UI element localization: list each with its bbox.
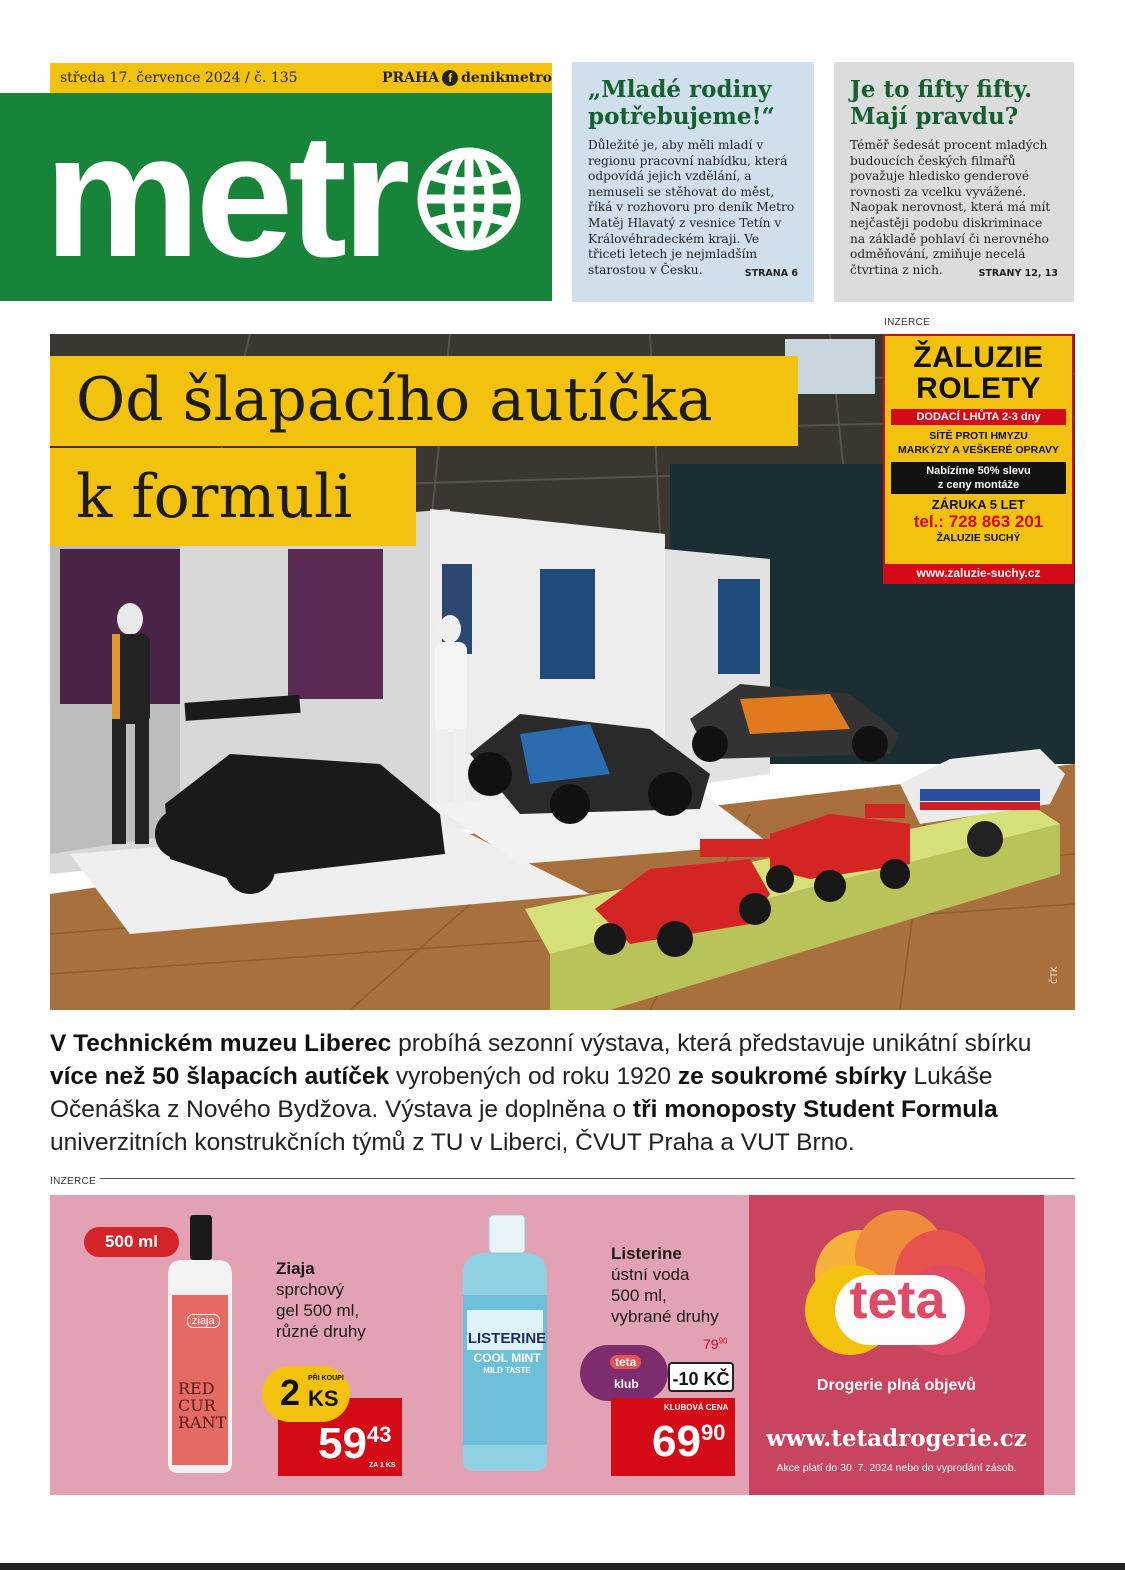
facebook-icon[interactable]: f: [442, 70, 458, 86]
issue-date: středa 17. července 2024 / č. 135: [60, 70, 298, 86]
old-price: $79^{90}$: [703, 1336, 728, 1352]
ad-title-2: ROLETY: [916, 372, 1041, 405]
page-ref: STRANA 6: [744, 267, 798, 279]
metro-logo-text: metr: [44, 98, 406, 294]
ad-services-2: MARKÝZY A VEŠKERÉ OPRAVY: [897, 444, 1060, 456]
ziaja-bottle-label: RED CUR RANT: [178, 1379, 227, 1432]
headline-line-1: Od šlapacího autíčka: [76, 365, 713, 435]
ad-company: ŽALUZIE SUCHÝ: [936, 532, 1021, 544]
teta-web-link[interactable]: www.tetadrogerie.cz: [766, 1425, 1027, 1452]
ad-services-1: SÍTĚ PROTI HMYZU: [929, 430, 1028, 442]
page-ref: STRANY 12, 13: [978, 267, 1058, 279]
city-edition: [382, 70, 552, 86]
headline-line-2: k formuli: [76, 462, 353, 532]
listerine-bottle-sub: MILD TASTE: [483, 1366, 531, 1375]
ad-label-top: INZERCE: [884, 317, 930, 328]
social-handle[interactable]: denikmetro: [461, 70, 552, 86]
discount-badge: -10 KČ: [668, 1362, 734, 1392]
volume-badge: 500 ml: [84, 1227, 179, 1257]
teta-logo-text: teta: [849, 1270, 946, 1330]
ad-title-1: ŽALUZIE: [913, 341, 1044, 374]
teaser-title: Je to fifty fifty. Mají pravdu?: [850, 76, 1033, 130]
ad-warranty: ZÁRUKA 5 LET: [931, 497, 1026, 512]
ad-zaluzie[interactable]: [883, 334, 1074, 584]
product-listerine-text: Listerine ústní voda 500 ml, vybrané druhy: [611, 1244, 719, 1326]
teta-legal-note: Akce platí do 30. 7. 2024 nebo do vyprodání zásob.: [776, 1462, 1017, 1474]
listerine-bottle-flavor: COOL MINT: [473, 1351, 541, 1365]
ad-label-bottom: INZERCE: [50, 1176, 96, 1187]
globe-icon: [415, 145, 523, 253]
page-bottom-border: [0, 1563, 1125, 1570]
club-price-label: KLUBOVÁ CENA: [664, 1403, 729, 1412]
ziaja-bottle-logo: ziaja: [187, 1314, 220, 1328]
ad-phone[interactable]: tel.: 728 863 201: [913, 512, 1044, 531]
teta-slogan: Drogerie plná objevů: [816, 1377, 977, 1394]
listerine-price: 6990: [652, 1417, 726, 1466]
ad-discount: Nabízíme 50% slevu z ceny montáže: [891, 462, 1066, 494]
teaser-text: Téměř šedesát procent mladých budoucích českých filmařů považuje hledisko genderové rovnosti za vcelku vyvážené. Naopak nerovnost, která má mít nejčastěji podobu diskriminace na základě pohlaví či nerovného odměňování, zmiňuje necelá čtvrtina z nich. STRANY 12, 13: [850, 138, 1058, 278]
listerine-bottle-logo: LISTERINE: [467, 1330, 547, 1347]
lead-paragraph: V Technickém muzeu Liberec probíhá sezonní výstava, která představuje unikátní sbírku více než 50 šlapacích autíček vyrobených od roku 1920 ze soukromé sbírky Lukáše Očenáška z Nového Bydžova. Výstava je doplněna o tři monoposty Student Formula univerzitních konstrukčních týmů z TU v Liberci, ČVUT Praha a VUT Brno.: [50, 1030, 1032, 1156]
teaser-text: Důležité je, aby měli mladí v regionu pracovní nabídku, která odpovídá jejich vzdělání, a nemuseli se stěhovat do měst, říká v rozhovoru pro deník Metro Matěj Hlavatý z vesnice Tetín v Královéhradeckém kraji. Ve třiceti letech je nejmladším starostou v Česku. STRANA 6: [588, 138, 798, 278]
teta-klub-badge: teta klub: [580, 1345, 668, 1401]
ziaja-price-note: ZA 1 KS: [369, 1462, 396, 1469]
ziaja-price: 5943: [318, 1419, 392, 1468]
product-ziaja-text: Ziaja sprchový gel 500 ml, různé druhy: [276, 1259, 366, 1341]
ad-delivery: DODACÍ LHŮTA 2-3 dny: [891, 409, 1066, 425]
teaser-young-families[interactable]: [572, 62, 814, 302]
quantity-badge: 2 PŘI KOUPI KS: [262, 1366, 350, 1422]
teaser-fifty-fifty[interactable]: [834, 62, 1074, 302]
divider: [100, 1178, 1075, 1179]
teaser-title: „Mladé rodiny potřebujeme!“: [588, 76, 775, 130]
ad-web-link[interactable]: www.zaluzie-suchy.cz: [885, 564, 1072, 582]
photo-credit: ČTK: [1050, 966, 1060, 984]
city-label: PRAHA: [382, 70, 440, 86]
ziaja-bottle-image: [162, 1215, 238, 1473]
